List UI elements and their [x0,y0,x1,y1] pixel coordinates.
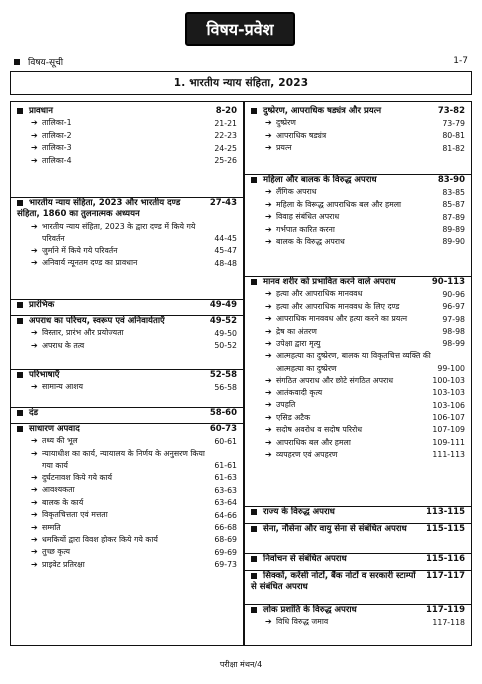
square-bullet-icon [251,556,257,562]
item-pages: 103-106 [432,400,465,410]
arrow-right-icon: ➔ [31,221,38,231]
item-pages: 107-109 [432,425,465,435]
toc-entry-contents[interactable] [14,55,468,67]
arrow-right-icon: ➔ [265,118,272,128]
item-title: तुच्छ कृत्य [42,547,71,557]
toc-section-heading[interactable] [11,316,243,327]
toc-section [245,605,471,647]
item-pages: 63-64 [214,498,237,508]
item-pages: 73-79 [442,118,465,128]
toc-item[interactable] [245,399,471,411]
item-pages: 49-50 [214,328,237,338]
square-bullet-icon [251,177,257,183]
item-title: तालिका-1 [42,118,72,128]
arrow-right-icon: ➔ [31,155,38,165]
item-title: विवाह संबंधित अपराध [276,212,340,222]
section-pages: 113-115 [425,507,465,517]
arrow-right-icon: ➔ [265,130,272,140]
item-title: हत्या और आपराधिक मानववध [276,289,363,299]
toc-left-column [10,101,244,646]
item-title: महिला के विरूद्ध आपराधिक बल और हमला [276,199,402,209]
item-title: उपहति [276,400,296,410]
section-title: मानव शरीर को प्रभावित करने वाले अपराध [263,277,396,287]
square-bullet-icon [251,573,257,579]
section-pages: 117-119 [425,605,465,615]
toc-section-heading[interactable] [11,106,243,117]
toc-section-heading[interactable] [245,571,471,594]
item-pages: 96-97 [442,302,465,312]
arrow-right-icon: ➔ [265,187,272,197]
section-pages: 49-49 [209,300,237,310]
item-title: आपराधिक मानववध और हत्या करने का प्रयत्न [276,314,408,324]
toc-item[interactable] [11,534,243,546]
item-pages: 90-96 [442,289,465,299]
toc-item[interactable] [245,186,471,198]
item-pages: 48-48 [214,258,237,268]
toc-item[interactable] [245,199,471,211]
item-title: हत्या और आपराधिक मानववध के लिए दण्ड [276,301,400,311]
toc-item[interactable] [11,155,243,167]
section-pages: 115-116 [425,554,465,564]
toc-section-heading[interactable] [245,554,471,565]
section-pages: 58-60 [209,408,237,418]
toc-item[interactable] [11,559,243,571]
item-pages: 24-25 [214,143,237,153]
section-title: साधारण अपवाद [29,424,80,434]
section-pages: 83-90 [437,175,465,185]
arrow-right-icon: ➔ [265,412,272,422]
toc-item[interactable] [245,224,471,236]
toc-section [11,370,243,408]
arrow-right-icon: ➔ [31,510,38,520]
arrow-right-icon: ➔ [265,617,272,627]
square-bullet-icon [251,108,257,114]
toc-item[interactable] [11,522,243,534]
toc-section [11,106,243,198]
toc-item[interactable] [11,257,243,269]
toc-section [245,277,471,507]
item-title: बालक के कार्य [42,497,84,507]
item-title: आवश्यकता [42,485,75,495]
section-pages: 60-73 [209,424,237,434]
item-title: अनिवार्य न्यूनतम दण्ड का प्रावधान [42,258,138,268]
item-pages: 98-99 [442,339,465,349]
section-pages: 117-117 [425,571,465,581]
arrow-right-icon: ➔ [265,437,272,447]
item-title: भारतीय न्याय संहिता, 2023 के द्वारा दण्ड में किये गये परिवर्तन [42,221,196,244]
toc-item[interactable] [245,375,471,387]
toc-section [11,300,243,316]
item-pages: 22-23 [214,131,237,141]
section-pages: 90-113 [431,277,465,287]
toc-item[interactable] [245,288,471,300]
item-title: जुर्माने में किये गये परिवर्तन [42,246,118,256]
item-title: विस्तार, प्रारंभ और प्रयोज्यता [42,328,124,338]
item-title: संगठित अपराध और छोटे संगठित अपराध [276,375,394,385]
section-title: सेना, नौसेना और वायु सेना से संबंधित अपराध [263,524,407,534]
item-pages: 97-98 [442,314,465,324]
toc-item[interactable] [245,236,471,248]
item-title: बालक के विरुद्ध अपराध [276,237,345,247]
section-title: प्रारंभिक [29,300,55,310]
square-bullet-icon [17,108,23,114]
arrow-right-icon: ➔ [265,212,272,222]
arrow-right-icon: ➔ [31,118,38,128]
toc-item[interactable] [245,301,471,313]
toc-right-column [244,101,472,646]
item-pages: 106-107 [432,413,465,423]
arrow-right-icon: ➔ [265,326,272,336]
toc-section-heading[interactable] [11,408,243,419]
arrow-right-icon: ➔ [31,382,38,392]
item-pages: 89-89 [442,224,465,234]
toc-item[interactable] [11,117,243,129]
section-title: राज्य के विरुद्ध अपराध [263,507,335,517]
toc-item[interactable] [245,117,471,129]
toc-section [11,408,243,424]
toc-section [11,316,243,370]
toc-item[interactable] [11,497,243,509]
arrow-right-icon: ➔ [31,246,38,256]
item-pages: 85-87 [442,200,465,210]
square-bullet-icon [14,59,20,65]
toc-section [245,507,471,524]
toc-item[interactable] [245,449,471,461]
section-title: दुष्प्रेरण, आपराधिक षड्यंत्र और प्रयत्न [263,106,382,116]
item-pages: 69-69 [214,547,237,557]
item-title: न्यायाधीश का कार्य, न्यायालय के निर्णय के अनुसरण किया गया कार्य [42,448,205,470]
item-pages: 111-113 [432,450,465,460]
item-title: दुष्प्रेरण [276,118,296,128]
item-title: आत्महत्या का दुष्प्रेरण, बालक या विकृतचित्त व्यक्ति की आत्महत्या का दुष्प्रेरण [276,351,431,373]
item-title: उपेक्षा द्वारा मृत्यु [276,339,321,349]
item-title: तालिका-4 [42,155,72,165]
square-bullet-icon [251,526,257,532]
item-pages: 69-73 [214,560,237,570]
square-bullet-icon [17,372,23,378]
item-pages: 64-66 [214,510,237,520]
arrow-right-icon: ➔ [31,328,38,338]
item-title: आपराधिक बल और हमला [276,437,351,447]
item-pages: 99-100 [437,363,465,373]
arrow-right-icon: ➔ [265,400,272,410]
arrow-right-icon: ➔ [31,547,38,557]
toc-item[interactable] [11,340,243,352]
section-title: सिक्कों, करेंसी नोटों, बैंक नोटों व सरकारी स्टाम्पों से संबंधित अपराध [251,571,416,593]
square-bullet-icon [17,318,23,324]
toc-section [245,554,471,571]
section-title: अपराध का परिचय, स्वरूप एवं अनिवार्यताएँ [29,316,165,326]
toc-section [245,106,471,175]
square-bullet-icon [17,410,23,416]
section-pages: 73-82 [437,106,465,116]
toc-section-heading[interactable] [11,424,243,435]
toc-item[interactable] [11,472,243,484]
arrow-right-icon: ➔ [31,522,38,532]
item-title: धमकियों द्वारा विवश होकर किये गये कार्य [42,534,158,544]
section-title: निर्वाचन से संबंधित अपराध [263,554,347,564]
toc-section [245,571,471,605]
square-bullet-icon [251,279,257,285]
toc-item[interactable] [245,338,471,350]
toc-section-heading[interactable] [245,605,471,616]
item-title: सदोष अवरोध व सदोष परिरोध [276,425,363,435]
item-title: प्राइवेट प्रतिरक्षा [42,559,85,569]
arrow-right-icon: ➔ [265,301,272,311]
toc-item[interactable] [245,387,471,399]
toc-item[interactable] [245,326,471,338]
section-pages: 52-58 [209,370,237,380]
toc-item[interactable] [245,350,471,374]
square-bullet-icon [17,302,23,308]
toc-item[interactable] [11,381,243,393]
section-pages: 49-52 [209,316,237,326]
toc-section-heading[interactable] [11,300,243,311]
toc-section-heading[interactable] [11,370,243,381]
page-footer: परीक्षा मंथन/4 [219,660,263,669]
arrow-right-icon: ➔ [265,425,272,435]
section-pages: 115-115 [425,524,465,534]
toc-item[interactable] [245,412,471,424]
item-pages: 21-21 [214,118,237,128]
item-title: द्रेष का अंतरण [276,326,317,336]
arrow-right-icon: ➔ [31,534,38,544]
item-title: तालिका-3 [42,143,72,153]
item-pages: 45-47 [214,246,237,256]
toc-section-heading[interactable] [245,277,471,288]
item-title: आपराधिक षड्यंत्र [276,130,327,140]
section-title: दंड [29,408,39,418]
section-pages: 27-43 [209,198,237,208]
toc-item[interactable] [11,546,243,558]
arrow-right-icon: ➔ [31,340,38,350]
toc-item[interactable] [11,448,243,472]
arrow-right-icon: ➔ [31,258,38,268]
square-bullet-icon [251,607,257,613]
toc-section-heading[interactable] [245,106,471,117]
toc-item[interactable] [11,245,243,257]
arrow-right-icon: ➔ [265,237,272,247]
toc-item[interactable] [11,221,243,245]
toc-section [11,424,243,647]
toc-item[interactable] [11,435,243,447]
arrow-right-icon: ➔ [31,143,38,153]
item-title: गर्भपात कारित करना [276,224,335,234]
arrow-right-icon: ➔ [31,448,38,458]
item-pages: 68-69 [214,535,237,545]
item-title: अपराध के तत्व [42,340,85,350]
item-pages: 89-90 [442,237,465,247]
item-title: लैंगिक अपराध [276,187,317,197]
arrow-right-icon: ➔ [265,143,272,153]
item-pages: 60-61 [214,436,237,446]
item-pages: 117-118 [432,617,465,627]
item-pages: 103-103 [432,388,465,398]
toc-item[interactable] [245,437,471,449]
item-title: तथ्य की भूल [42,436,78,446]
arrow-right-icon: ➔ [31,473,38,483]
toc-section [245,175,471,277]
toc-item[interactable] [11,130,243,142]
item-title: आतंकवादी कृत्य [276,387,323,397]
section-title: प्रावधान [29,106,53,116]
item-title: सम्मति [42,522,61,532]
arrow-right-icon: ➔ [265,375,272,385]
item-pages: 25-26 [214,155,237,165]
toc-item[interactable] [11,484,243,496]
arrow-right-icon: ➔ [265,351,272,361]
item-pages: 63-63 [214,485,237,495]
toc-item[interactable] [245,211,471,223]
square-bullet-icon [17,426,23,432]
toc-item[interactable] [245,142,471,154]
toc-pages: 1-7 [453,56,468,66]
toc-section-heading[interactable] [11,198,243,221]
item-pages: 56-58 [214,382,237,392]
toc-section-heading[interactable] [245,524,471,535]
arrow-right-icon: ➔ [265,289,272,299]
item-title: विकृतचित्तता एवं मत्तता [42,510,108,520]
item-pages: 83-85 [442,187,465,197]
toc-section-heading[interactable] [245,507,471,518]
arrow-right-icon: ➔ [265,314,272,324]
item-pages: 44-45 [214,234,237,244]
item-pages: 80-81 [442,131,465,141]
toc-section [245,524,471,554]
arrow-right-icon: ➔ [31,436,38,446]
arrow-right-icon: ➔ [31,559,38,569]
item-pages: 66-68 [214,522,237,532]
toc-item[interactable] [11,509,243,521]
item-title: विधि विरुद्ध जमाव [276,617,329,627]
arrow-right-icon: ➔ [265,387,272,397]
item-title: तालिका-2 [42,130,72,140]
item-pages: 81-82 [442,143,465,153]
section-title: लोक प्रशांति के विरुद्ध अपराध [263,605,357,615]
item-pages: 98-98 [442,326,465,336]
item-title: एसिड अटैक [276,412,311,422]
item-pages: 109-111 [432,437,465,447]
toc-item[interactable] [245,130,471,142]
toc-item[interactable] [245,424,471,436]
toc-section [11,198,243,300]
arrow-right-icon: ➔ [31,485,38,495]
toc-label: विषय-सूची [28,57,64,68]
item-pages: 61-63 [214,473,237,483]
chapter-title: 1. भारतीय न्याय संहिता, 2023 [10,71,472,95]
arrow-right-icon: ➔ [265,199,272,209]
item-pages: 87-89 [442,212,465,222]
section-title: भारतीय न्याय संहिता, 2023 और भारतीय दण्ड संहिता, 1860 का तुलनात्मक अध्ययन [17,198,181,220]
toc-item[interactable] [245,616,471,628]
item-title: सामान्य आशय [42,382,84,392]
arrow-right-icon: ➔ [265,339,272,349]
arrow-right-icon: ➔ [265,449,272,459]
section-title: महिला और बालक के विरुद्ध अपराध [263,175,377,185]
square-bullet-icon [17,200,23,206]
item-pages: 50-52 [214,341,237,351]
item-pages: 61-61 [214,460,237,470]
arrow-right-icon: ➔ [31,497,38,507]
item-title: दुर्घटनावश किये गये कार्य [42,473,113,483]
toc-item[interactable] [245,313,471,325]
section-pages: 8-20 [215,106,237,116]
arrow-right-icon: ➔ [31,130,38,140]
section-title: परिभाषाएँ [29,370,60,380]
toc-item[interactable] [11,327,243,339]
item-title: व्यपहरण एवं अपहरण [276,449,338,459]
toc-section-heading[interactable] [245,175,471,186]
page-title: विषय-प्रवेश [185,12,295,46]
item-pages: 100-103 [432,375,465,385]
toc-item[interactable] [11,142,243,154]
square-bullet-icon [251,509,257,515]
arrow-right-icon: ➔ [265,224,272,234]
item-title: प्रयत्न [276,143,292,153]
